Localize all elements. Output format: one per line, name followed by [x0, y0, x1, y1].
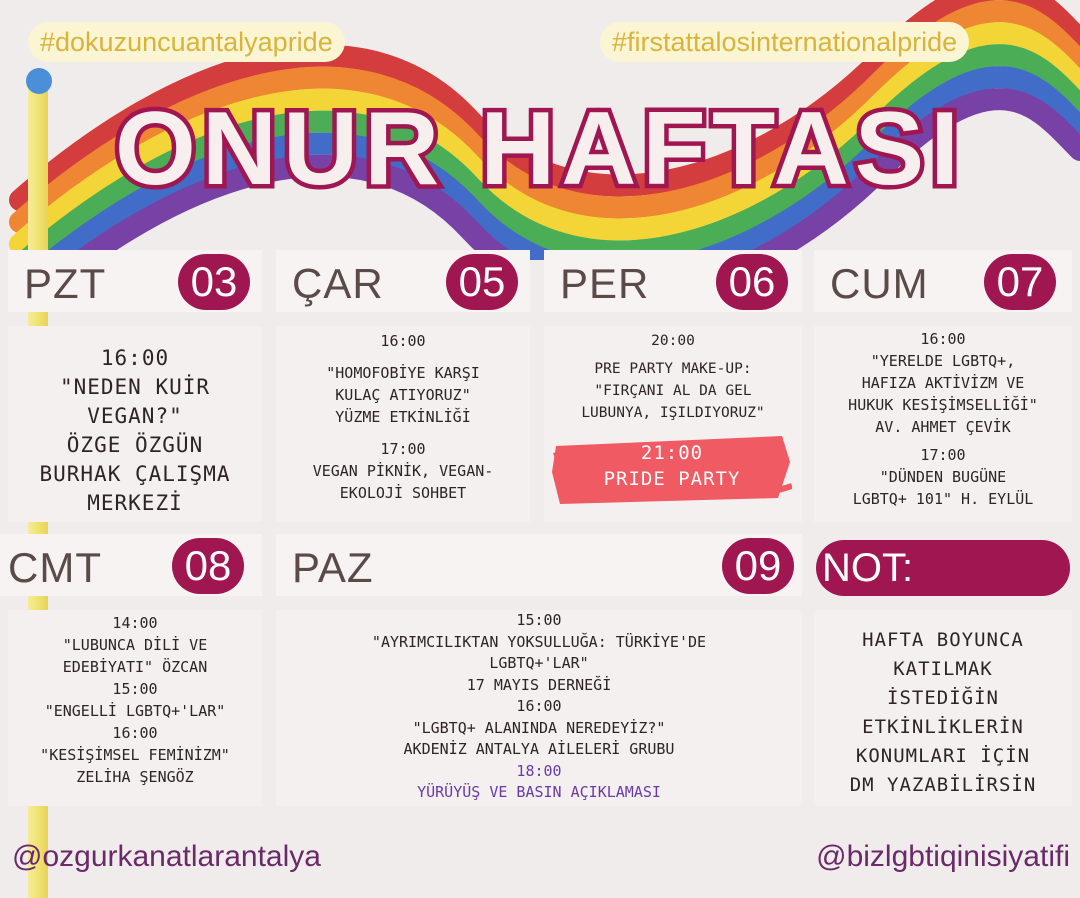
event-line: YÜRÜYÜŞ VE BASIN AÇIKLAMASI: [417, 783, 661, 801]
event-line: 17 MAYIS DERNEĞİ: [466, 675, 612, 694]
event-line: YÜZME ETKİNLİĞİ: [335, 408, 471, 426]
day-number-badge: 05: [446, 254, 518, 310]
party-time: 21:00: [640, 442, 704, 464]
page-title: [0, 92, 1080, 202]
event-card-car: [276, 326, 530, 522]
event-line: LGBTQ+ 101" H. EYLÜL: [852, 490, 1034, 508]
note-line: İSTEDİĞİN: [887, 687, 999, 709]
event-line: AV. AHMET ÇEVİK: [875, 418, 1011, 436]
event-card-paz: [276, 610, 802, 806]
event-line: 15:00: [516, 611, 562, 629]
day-header-car: [276, 250, 530, 312]
hashtag-right: #firstattalosinternationalpride: [600, 22, 969, 62]
day-name: PAZ: [292, 544, 374, 591]
event-line: "YERELDE LGBTQ+,: [870, 352, 1016, 370]
event-line: EKOLOJİ SOHBET: [339, 484, 467, 502]
note-line: KATILMAK: [893, 658, 993, 680]
party-label: PRIDE PARTY: [603, 468, 741, 490]
social-handle-left[interactable]: @ozgurkanatlarantalya: [12, 840, 321, 873]
event-line: "AYRIMCILIKTAN YOKSULLUĞA: TÜRKİYE'DE: [371, 632, 707, 651]
event-line: LGBTQ+'LAR": [489, 654, 589, 672]
note-badge: NOT:: [816, 540, 1070, 596]
event-line: AKDENİZ ANTALYA AİLELERİ GRUBU: [403, 740, 675, 758]
event-line: 15:00: [112, 680, 158, 698]
event-card-cmt: [8, 610, 262, 806]
event-line: "HOMOFOBİYE KARŞI: [326, 364, 480, 382]
event-line: ZELİHA ŞENGÖZ: [76, 768, 194, 786]
day-header-paz: [276, 534, 802, 596]
event-line: 17:00: [920, 446, 966, 464]
flag-pole-knob: [26, 68, 52, 94]
social-handle-right[interactable]: @bizlgbtiqinisiyatifi: [816, 840, 1070, 873]
note-card: [814, 610, 1072, 806]
event-line: ÖZGE ÖZGÜN: [66, 433, 204, 457]
day-name: PZT: [24, 260, 107, 307]
event-line: 17:00: [380, 440, 426, 458]
day-header-pzt: [8, 250, 262, 312]
note-line: DM YAZABİLİRSİN: [849, 774, 1037, 796]
day-header-per: [544, 250, 802, 312]
day-number-badge: 08: [172, 538, 244, 594]
day-number-badge: 03: [178, 254, 250, 310]
event-line: 16:00: [516, 697, 562, 715]
event-card-pzt: [8, 326, 262, 522]
event-line: 16:00: [380, 332, 426, 350]
event-line: BURHAK ÇALIŞMA: [39, 462, 231, 486]
pride-party-highlight: [552, 432, 792, 506]
note-line: HAFTA BOYUNCA: [862, 629, 1024, 651]
event-line: PRE PARTY MAKE-UP:: [594, 361, 752, 377]
event-line: "ENGELLİ LGBTQ+'LAR": [44, 702, 226, 720]
day-name: CMT: [8, 544, 102, 591]
day-number-badge: 09: [722, 538, 794, 594]
event-line: LUBUNYA, IŞILDIYORUZ": [581, 405, 765, 421]
day-number-badge: 07: [984, 254, 1056, 310]
note-line: KONUMLARI İÇİN: [855, 745, 1031, 767]
event-line: HUKUK KESİŞİMSELLİĞİ": [848, 396, 1038, 414]
event-line: 20:00: [651, 333, 695, 349]
day-name: PER: [560, 260, 650, 307]
event-line: EDEBİYATI" ÖZCAN: [62, 658, 208, 676]
event-line: KULAÇ ATIYORUZ": [335, 386, 471, 404]
event-line: VEGAN PİKNİK, VEGAN-: [312, 462, 494, 480]
event-line: "LUBUNCA DİLİ VE: [62, 636, 208, 654]
event-line: MERKEZİ: [87, 491, 183, 515]
event-line: "FIRÇANI AL DA GEL: [594, 383, 752, 399]
event-line: "KESİŞİMSEL FEMİNİZM": [40, 746, 230, 764]
day-number-badge: 06: [716, 254, 788, 310]
event-line: "LGBTQ+ ALANINDA NEREDEYİZ?": [412, 718, 666, 737]
event-line: "NEDEN KUİR: [59, 375, 211, 399]
event-line: 14:00: [112, 614, 158, 632]
event-line: 16:00: [100, 346, 170, 370]
event-line: 18:00: [516, 761, 562, 780]
title-text: ONUR HAFTASI: [114, 92, 966, 202]
day-header-cum: [814, 250, 1072, 312]
event-card-cum: [814, 326, 1072, 522]
note-line: ETKİNLİKLERİN: [862, 716, 1024, 738]
event-line: HAFIZA AKTİVİZM VE: [861, 374, 1025, 392]
event-line: 16:00: [112, 724, 158, 742]
event-line: "DÜNDEN BUGÜNE: [879, 468, 1007, 486]
day-name: ÇAR: [292, 260, 384, 307]
day-header-cmt: [0, 534, 262, 596]
event-line: VEGAN?": [87, 404, 183, 428]
event-line: 16:00: [920, 330, 966, 348]
hashtag-left: #dokuzuncuantalyapride: [28, 22, 345, 62]
day-name: CUM: [830, 260, 929, 307]
